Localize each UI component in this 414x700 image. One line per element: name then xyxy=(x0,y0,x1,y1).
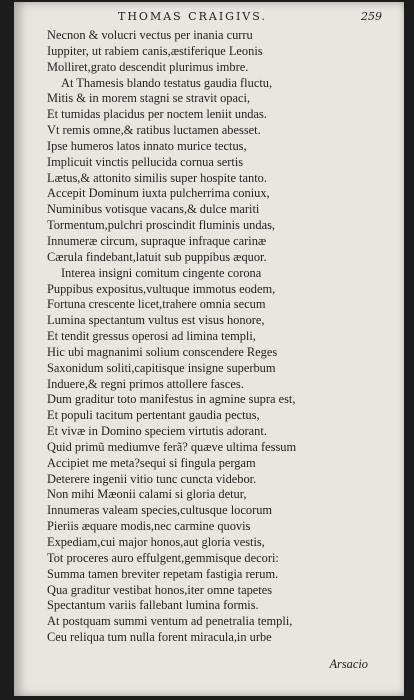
verse-line: Et tendit gressus operosi ad limina templi, xyxy=(47,329,256,344)
verse-line: Saxonidum soliti,capitisque insigne superbum xyxy=(47,360,276,375)
verse-line: Ceu reliqua tum nulla forent miracula,in urbe xyxy=(47,630,272,645)
verse-line: Cærula findebant,latuit sub puppibus æquor. xyxy=(47,249,267,264)
verse-line: Iuppiter, ut rabiem canis,æstiferique Leonis xyxy=(47,43,263,58)
verse-line: At Thamesis blando testatus gaudia fluctu, xyxy=(61,75,273,90)
verse-line: Ipse humeros latos innato murice tectus, xyxy=(47,138,247,153)
verse-line: Mitis & in morem stagni se stravit opaci, xyxy=(47,91,251,106)
verse-line: Et tumidas placidus per noctem leniit undas. xyxy=(47,107,267,122)
verse-line: Et populi tacitum pertentant gaudia pectus, xyxy=(47,408,260,423)
verse-line: Accipiet me meta?sequi si fingula pergam xyxy=(47,455,256,470)
verse-line: Deterere ingenii vitio tunc cuncta videbor. xyxy=(47,471,257,486)
verse-line: Molliret,grato descendit plurimus imbre. xyxy=(47,59,249,74)
verse-line: Lumina spectantum vultus est visus honore, xyxy=(47,313,265,328)
verse-line: Hic ubi magnanimi solium conscendere Reges xyxy=(47,344,278,359)
verse-line: Induere,& regni primos attollere fasces. xyxy=(47,376,244,391)
book-page xyxy=(14,2,404,696)
poem-text xyxy=(47,28,387,646)
verse-line: Et vivæ in Domino speciem virtutis adorant. xyxy=(47,424,267,439)
verse-line: Non mihi Mæonii calami si gloria detur, xyxy=(47,487,247,502)
page-header xyxy=(14,10,404,28)
verse-line: Fortuna crescente licet,trahere omnia secum xyxy=(47,297,266,312)
verse-line: Puppibus expositus,vultuque immotus eodem, xyxy=(47,281,276,296)
verse-line: Lætus,& attonito similis super hospite tanto. xyxy=(47,170,267,185)
verse-line: Spectantum variis fallebant lumina formis. xyxy=(47,598,259,613)
verse-line: Innumeras valeam species,cultusque locorum xyxy=(47,503,273,518)
verse-line: Dum graditur toto manifestus in agmine supra est, xyxy=(47,392,296,407)
verse-line: At postquam summi ventum ad penetralia templi, xyxy=(47,614,293,629)
verse-line: Pieriis æquare modis,nec carmine quovis xyxy=(47,519,251,534)
verse-line: Numinibus votisque vacans,& dulce mariti xyxy=(47,202,260,217)
catchword: Arsacio xyxy=(329,657,368,671)
verse-line: Innumeræ circum, supraque infraque carinæ xyxy=(47,233,267,248)
verse-line: Implicuit vinctis pellucida cornua sertis xyxy=(47,154,244,169)
verse-line: Qua graditur vestibat honos,iter omne tapetes xyxy=(47,582,273,597)
verse-line: Accepit Dominum iuxta pulcherrima coniux, xyxy=(47,186,270,201)
verse-line: Vt remis omne,& ratibus luctamen abesset. xyxy=(47,123,261,138)
verse-line: Summa tamen breviter repetam fastigia rerum. xyxy=(47,566,279,581)
verse-line: Quid primũ mediumve ferã? quæve ultima fessum xyxy=(47,439,297,454)
verse-line: Tormentum,pulchri proscindit fluminis undas, xyxy=(47,218,275,233)
verse-line: Tot proceres auro effulgent,gemmisque decori: xyxy=(47,550,279,565)
page-number: 259 xyxy=(361,10,382,23)
verse-line: Interea insigni comitum cingente corona xyxy=(61,265,262,280)
running-title: THOMAS CRAIGIVS. xyxy=(118,10,267,23)
verse-line: Necnon & volucri vectus per inania curru xyxy=(47,28,253,42)
verse-line: Expediam,cui major honos,aut gloria vestis, xyxy=(47,535,265,549)
